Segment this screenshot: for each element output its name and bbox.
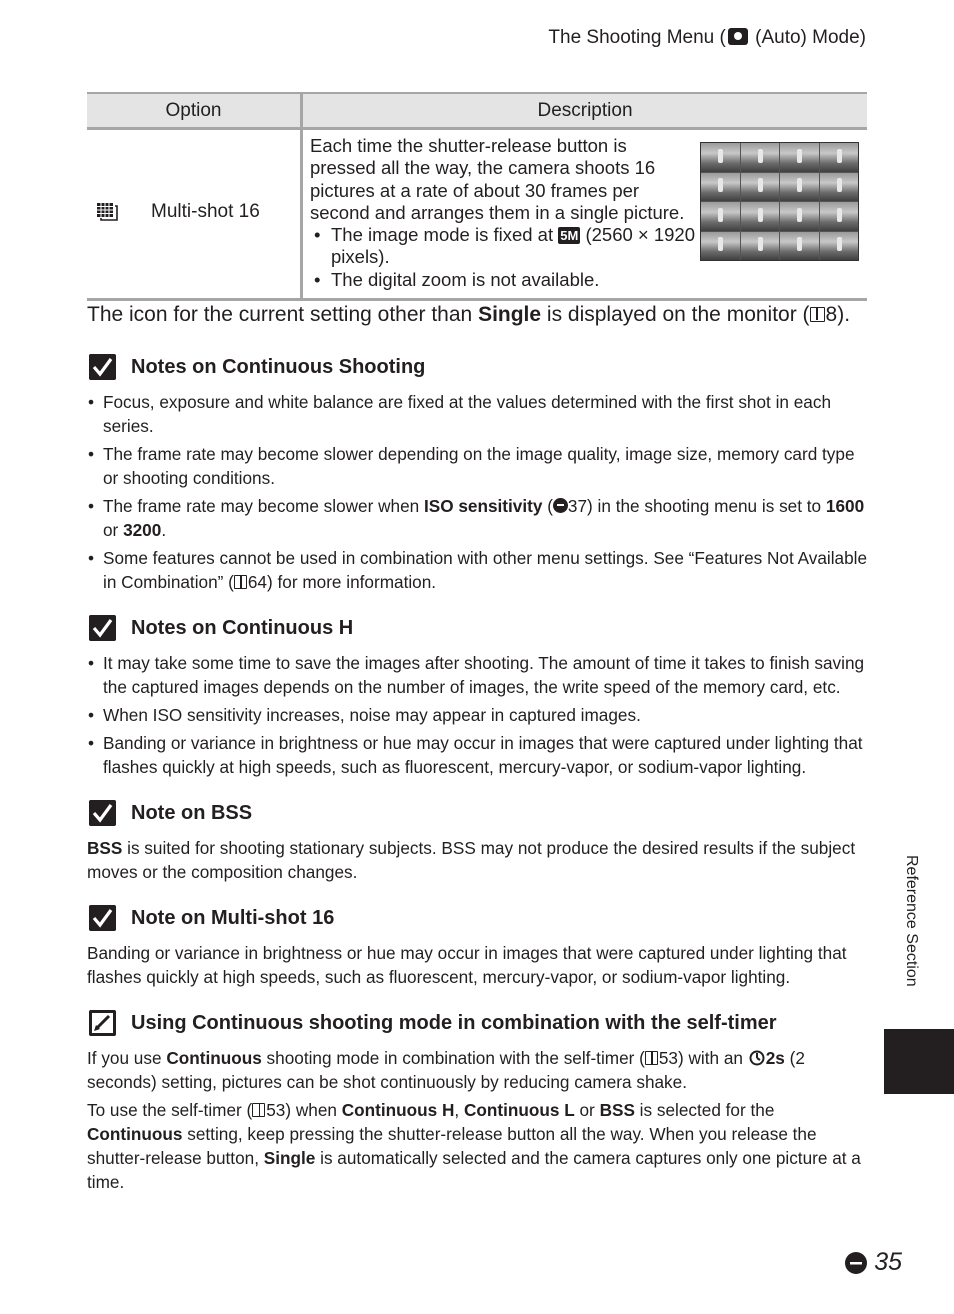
description-paragraph: Each time the shutter-release button is pressed all the way, the camera shoots 16 pictures at a rate of about 30 frames per second and arranges them in a single picture.	[310, 135, 685, 223]
page-ref-icon	[810, 307, 825, 322]
bullet-text: (2560 × 1920 pixels).	[331, 224, 696, 268]
options-table	[87, 92, 867, 301]
section-heading	[89, 800, 252, 826]
sample-frame	[820, 232, 859, 261]
page-number	[844, 1248, 902, 1277]
section-heading	[89, 1010, 777, 1036]
option-cell	[87, 129, 302, 300]
table-header-option: Option	[87, 93, 302, 129]
para-text: or	[574, 1100, 600, 1120]
description-bullet: • The digital zoom is not available.	[310, 269, 700, 291]
page-ref-icon	[234, 575, 247, 589]
sample-frame	[701, 173, 740, 202]
para-text: setting, keep pressing the shutter-release button all the way. When you release the shutter-release button,	[87, 1124, 817, 1168]
para-bold: BSS	[599, 1100, 635, 1120]
section-title: Note on BSS	[131, 801, 253, 824]
selftimer-paragraph-2	[87, 1098, 867, 1194]
list-item: • Focus, exposure and white balance are fixed at the values determined with the first shot in each series.	[87, 390, 867, 438]
camera-icon	[728, 28, 748, 45]
bullet-text: The image mode is fixed at	[331, 224, 559, 246]
section-heading	[89, 615, 353, 641]
multi-shot-16-icon	[97, 203, 119, 223]
continuous-h-notes-list	[87, 651, 867, 783]
item-bold: ISO sensitivity	[423, 496, 543, 516]
para-bold: Continuous H	[341, 1100, 455, 1120]
page-ref: 53	[266, 1100, 286, 1120]
section-title: Notes on Continuous Shooting	[131, 355, 426, 378]
page-ref: 37	[567, 496, 588, 516]
item-text: The frame rate may become slower when	[103, 496, 424, 516]
item-bold: 1600	[825, 496, 865, 516]
page-header	[548, 27, 866, 49]
section-title: Notes on Continuous H	[131, 616, 354, 639]
item-text: ) for more information.	[267, 572, 437, 592]
sample-frame	[741, 232, 780, 261]
description-text	[310, 135, 700, 291]
para-bold: Continuous	[87, 1124, 183, 1144]
para-bold: Continuous L	[463, 1100, 575, 1120]
item-text: (	[542, 496, 553, 516]
side-tab-marker	[884, 1029, 954, 1094]
page-ref-icon	[645, 1051, 658, 1065]
page-ref: 64	[247, 572, 267, 592]
note-check-icon	[89, 354, 116, 380]
para-text: is automatically selected and the camera captures only one picture at a time.	[87, 1148, 861, 1192]
monitor-note	[87, 303, 850, 327]
self-timer-icon	[748, 1049, 766, 1066]
para-text: shooting mode in combination with the self-timer (	[261, 1048, 645, 1068]
note-check-icon	[89, 905, 116, 931]
list-item	[87, 546, 867, 594]
sample-frame	[780, 232, 819, 261]
reference-section-icon	[553, 498, 568, 513]
para-text: is suited for shooting stationary subjects. BSS may not produce the desired results if the subject moves or the composition changes.	[87, 838, 856, 882]
para-bold: Continuous	[166, 1048, 262, 1068]
sample-frame	[701, 232, 740, 261]
para-text: ) when	[285, 1100, 342, 1120]
sample-frame	[780, 173, 819, 202]
sample-frame	[741, 143, 780, 172]
para-text: (2 seconds) setting, pictures can be shot continuously by reducing camera shake.	[87, 1048, 805, 1092]
sample-frame	[741, 202, 780, 231]
para-text: ,	[454, 1100, 464, 1120]
item-text: ) in the shooting menu is set to	[587, 496, 826, 516]
header-title-suffix: (Auto) Mode)	[749, 27, 866, 48]
description-bullet	[310, 224, 700, 269]
list-item: • When ISO sensitivity increases, noise may appear in captured images.	[87, 703, 867, 727]
para-text: is selected for the	[634, 1100, 775, 1120]
page-ref-icon	[252, 1103, 265, 1117]
sample-frame	[780, 202, 819, 231]
description-cell	[302, 129, 868, 300]
continuous-notes-list	[87, 390, 867, 598]
item-bold: 3200	[123, 520, 162, 540]
section-heading	[89, 354, 425, 380]
header-title-prefix: The Shooting Menu (	[548, 27, 726, 48]
note-text: The icon for the current setting other than	[87, 303, 479, 326]
reference-section-icon	[844, 1251, 872, 1275]
sample-frame	[820, 202, 859, 231]
pencil-icon	[89, 1010, 116, 1036]
list-item: • The frame rate may become slower depending on the image quality, image size, memory card type or shooting conditions.	[87, 442, 867, 490]
para-text: ) with an	[677, 1048, 748, 1068]
section-title: Using Continuous shooting mode in combination with the self-timer	[131, 1011, 777, 1034]
side-tab-label: Reference Section	[903, 855, 920, 987]
list-item: • It may take some time to save the images after shooting. The amount of time it takes to finish saving the captured images depends on the number of images, the write speed of the memory card, etc.	[87, 651, 867, 699]
item-text: or	[103, 520, 124, 540]
bss-paragraph	[87, 836, 867, 884]
image-mode-5m-icon: 5M	[560, 228, 579, 244]
description-bullets	[310, 224, 700, 291]
list-item: • Banding or variance in brightness or hue may occur in images that were captured under lighting that flashes quickly at high speeds, such as fluorescent, mercury-vapor, or sodium-vapor lighting.	[87, 731, 867, 779]
para-text: If you use	[87, 1048, 167, 1068]
para-text: To use the self-timer (	[87, 1100, 253, 1120]
sample-frame	[820, 173, 859, 202]
list-item	[87, 494, 867, 542]
sample-frame	[741, 173, 780, 202]
para-bold: Single	[263, 1148, 316, 1168]
section-heading	[89, 905, 334, 931]
page-number-value: 35	[874, 1248, 902, 1276]
option-label: Multi-shot 16	[151, 201, 260, 222]
selftimer-paragraph-1	[87, 1046, 867, 1094]
note-check-icon	[89, 800, 116, 826]
multishot-paragraph: Banding or variance in brightness or hue may occur in images that were captured under lighting that flashes quickly at high speeds, such as fluorescent, mercury-vapor, or sodium-vapor lighting.	[87, 943, 847, 987]
section-title: Note on Multi-shot 16	[131, 906, 335, 929]
note-text: ).	[837, 303, 851, 326]
note-bold: Single	[478, 303, 542, 326]
note-text: is displayed on the monitor (	[541, 303, 810, 326]
sample-frame	[701, 202, 740, 231]
sample-frame	[820, 143, 859, 172]
item-text: .	[161, 520, 167, 540]
sample-frame	[780, 143, 819, 172]
multi-shot-sample-image	[700, 142, 859, 261]
table-header-description: Description	[302, 93, 868, 129]
sample-frame	[701, 143, 740, 172]
table-row	[87, 129, 867, 300]
para-bold: BSS	[87, 838, 123, 858]
page-ref: 8	[825, 303, 838, 326]
note-check-icon	[89, 615, 116, 641]
page-ref: 53	[658, 1048, 678, 1068]
timer-setting: 2s	[765, 1048, 785, 1068]
item-text: Some features cannot be used in combination with other menu settings. See “Features Not Available in Combination” (	[103, 548, 868, 592]
